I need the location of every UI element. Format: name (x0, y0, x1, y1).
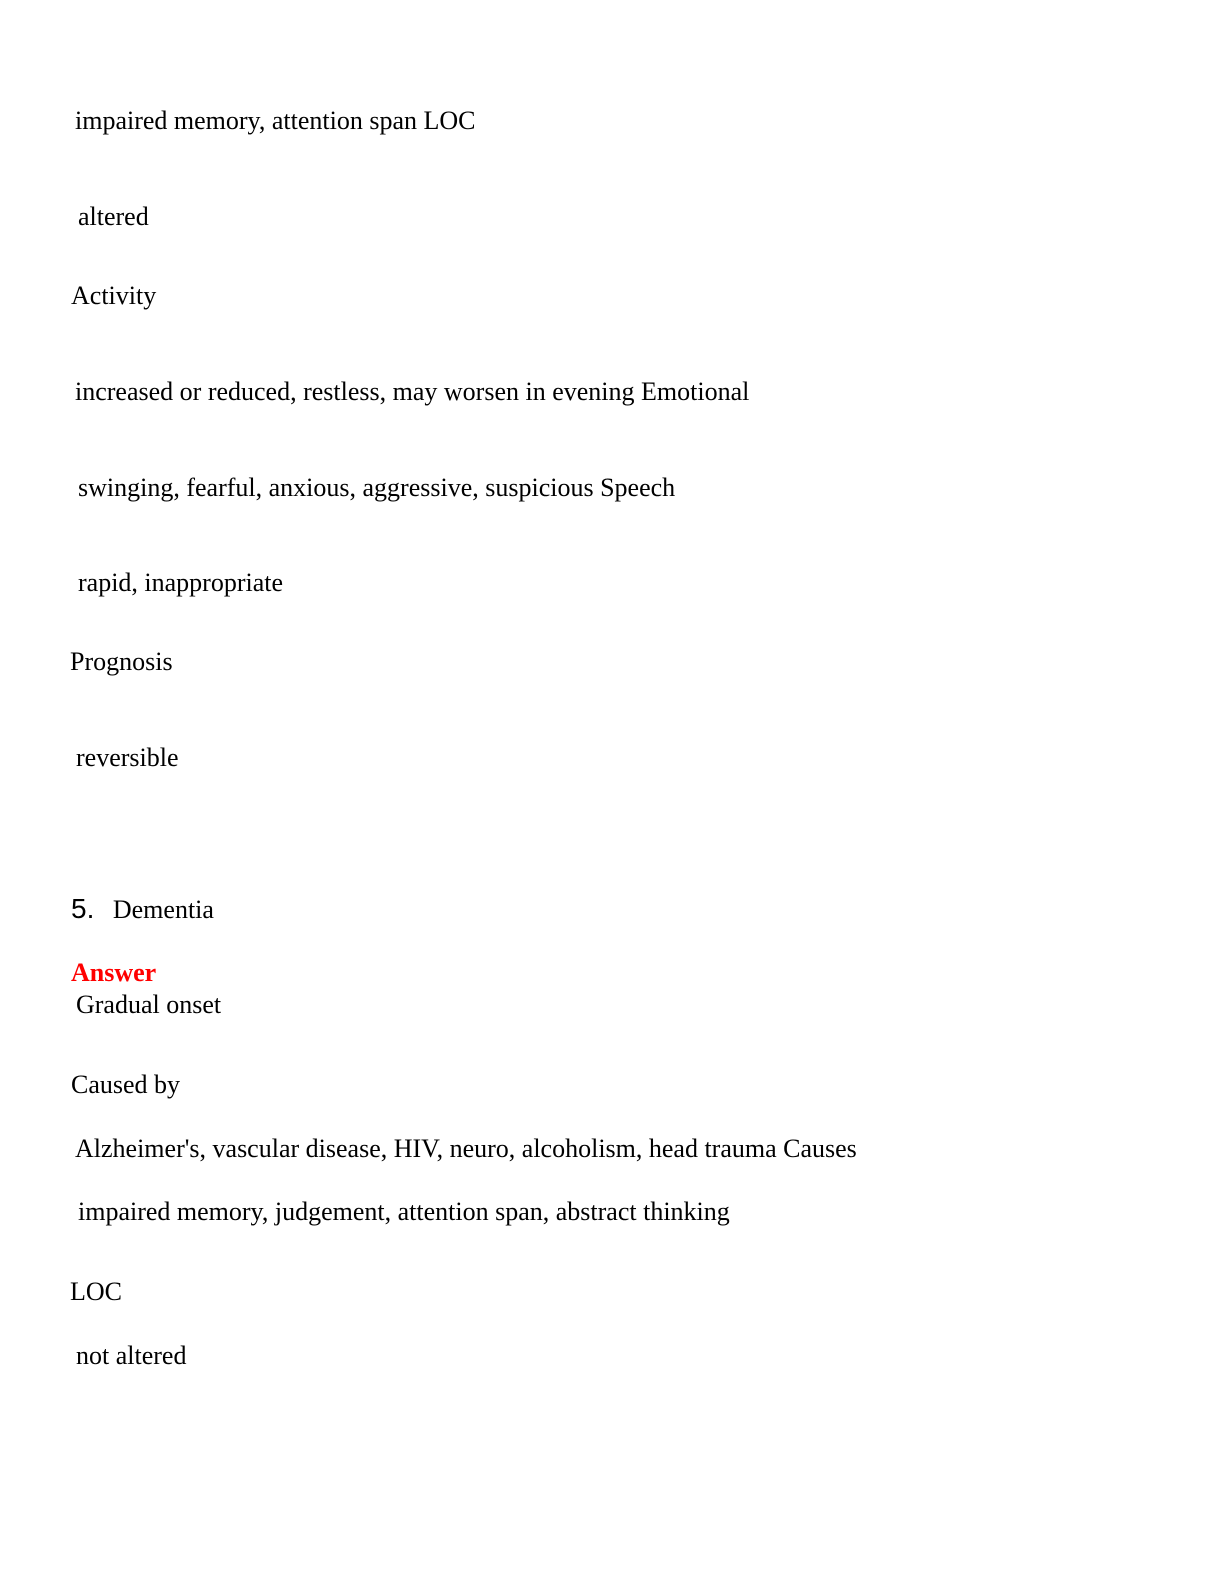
text-line: impaired memory, attention span LOC (75, 106, 476, 135)
text-line: swinging, fearful, anxious, aggressive, suspicious Speech (78, 473, 676, 502)
text-line: altered (78, 202, 149, 231)
answer-line: LOC (70, 1277, 122, 1306)
text-line: rapid, inappropriate (78, 568, 284, 597)
text-line: increased or reduced, restless, may worsen in evening Emotional (75, 377, 750, 406)
answer-label: Answer (71, 958, 157, 987)
answer-line: Alzheimer's, vascular disease, HIV, neuro, alcoholism, head trauma Causes (75, 1134, 857, 1163)
answer-line: Caused by (71, 1070, 181, 1099)
answer-line: not altered (76, 1341, 187, 1370)
question-title: Dementia (112, 895, 214, 924)
question-heading (71, 894, 214, 925)
text-line: Prognosis (70, 647, 173, 676)
text-line: reversible (76, 743, 179, 772)
question-number: 5. (71, 893, 95, 924)
answer-line: Gradual onset (76, 990, 222, 1019)
answer-line: impaired memory, judgement, attention span, abstract thinking (78, 1197, 730, 1226)
text-line: Activity (71, 281, 157, 310)
